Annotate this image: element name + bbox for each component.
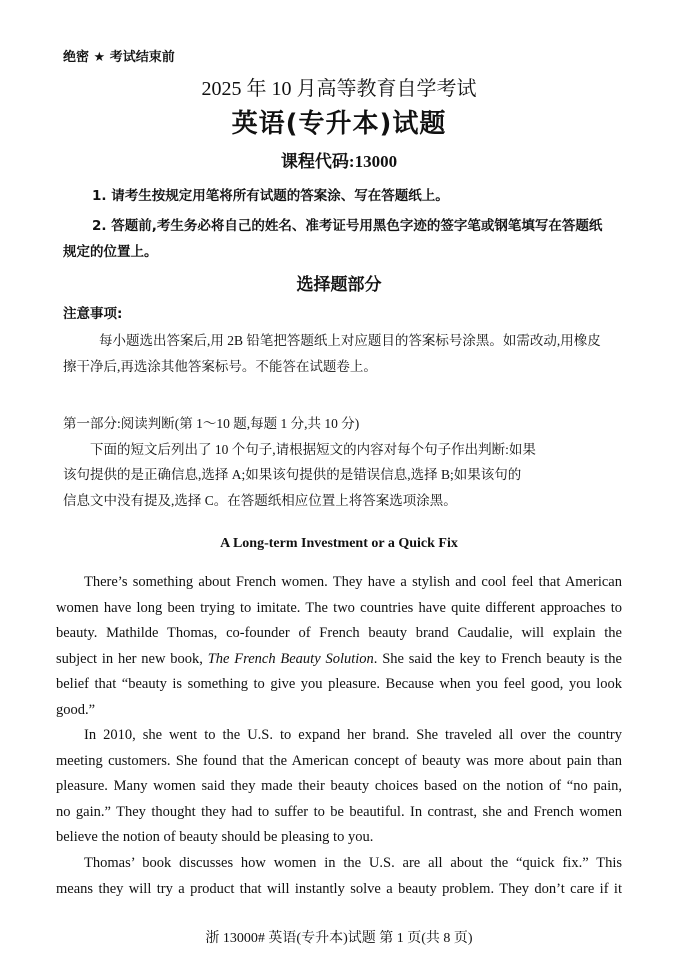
paragraph-line	[56, 647, 622, 673]
part-one-description: 下面的短文后列出了 10 个句子,请根据短文的内容对每个句子作出判断:如果	[90, 442, 536, 457]
paragraph-line: pleasure. Many women said they made their beauty choices based on the notion of “no pain,	[56, 778, 622, 794]
page-footer: 浙 13000# 英语(专升本)试题 第 1 页(共 8 页)	[205, 931, 473, 946]
notice-text: 每小题选出答案后,用 2B 铅笔把答题纸上对应题目的答案标号涂黑。如需改动,用橡皮	[99, 333, 601, 348]
paragraph-line: There’s something about French women. They have a stylish and cool feel that American	[84, 574, 622, 590]
passage-title: A Long-term Investment or a Quick Fix	[220, 536, 458, 551]
passage-paragraph-2	[56, 723, 622, 851]
course-code: 课程代码:13000	[280, 152, 398, 171]
notice-label: 注意事项:	[63, 306, 123, 322]
notice-text-continued: 擦干净后,再选涂其他答案标号。不能答在试题卷上。	[63, 359, 377, 374]
paragraph-line: good.”	[56, 701, 96, 718]
subject-title: 英语(专升本)试题	[231, 109, 447, 139]
paragraph-line: In 2010, she went to the U.S. to expand her brand. She traveled all over the country	[84, 727, 622, 743]
part-one-description-line-2: 该句提供的是正确信息,选择 A;如果该句提供的是错误信息,选择 B;如果该句的	[63, 467, 522, 482]
part-one-title: 第一部分:阅读判断(第 1～10 题,每题 1 分,共 10 分)	[63, 416, 360, 431]
paragraph-line: means they will try a product that will instantly solve a beauty problem. They don’t care if it	[56, 880, 622, 897]
instruction-item-2-continued: 规定的位置上。	[63, 244, 158, 260]
instruction-item-1: 1. 请考生按规定用笔将所有试题的答案涂、写在答题纸上。	[92, 188, 449, 204]
part-one-description-line-3: 信息文中没有提及,选择 C。在答题纸相应位置上将答案选项涂黑。	[63, 493, 457, 508]
confidential-label: 绝密 ★ 考试结束前	[63, 50, 175, 65]
exam-title: 2025 年 10 月高等教育自学考试	[201, 78, 477, 100]
paragraph-line: women have long been trying to imitate. The two countries have quite different approaches to	[56, 599, 622, 616]
paragraph-line: meeting customers. She found that the American concept of beauty was more about pain than	[56, 752, 622, 769]
book-title: The French Beauty Solution	[207, 650, 374, 667]
section-title: 选择题部分	[296, 275, 382, 295]
instruction-item-2: 2. 答题前,考生务必将自己的姓名、准考证号用黑色字迹的签字笔或钢笔填写在答题纸	[92, 218, 603, 234]
paragraph-line: Thomas’ book discusses how women in the U.S. are all about the “quick fix.” This	[84, 855, 622, 871]
text-segment: subject in her new book,	[56, 650, 208, 667]
passage-paragraph-1	[56, 570, 622, 723]
passage-paragraph-3	[56, 851, 622, 902]
paragraph-line: beauty. Mathilde Thomas, co-founder of French beauty brand Caudalie, will explain the	[56, 625, 622, 641]
text-segment: . She said the key to French beauty is the	[373, 650, 622, 667]
paragraph-line: believe the notion of beauty should be pleasing to you.	[56, 829, 374, 845]
paragraph-line: belief that “beauty is something to give you pleasure. Because when you feel good, you look	[56, 676, 622, 692]
paragraph-line: no gain.” They thought they had to suffer to be beautiful. In contrast, she and French women	[56, 803, 622, 820]
